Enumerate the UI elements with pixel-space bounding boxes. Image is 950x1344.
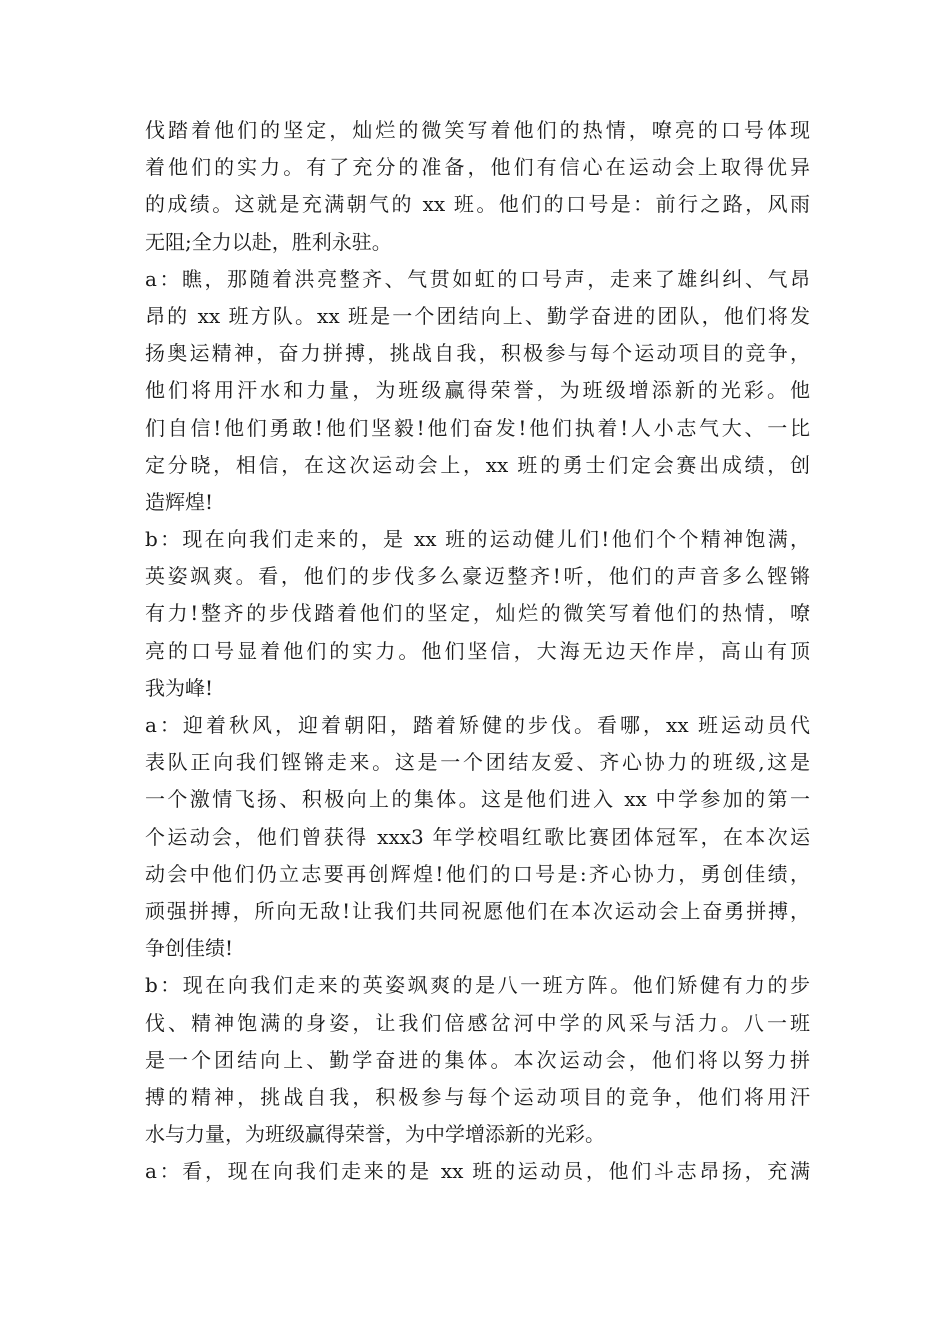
text-line: a：瞧，那随着洪亮整齐、气贯如虹的口号声，走来了雄纠纠、气昂 [145, 266, 810, 291]
text-line: 表队正向我们铿锵走来。这是一个团结友爱、齐心协力的班级,这是 [145, 750, 810, 775]
text-line: 亮的口号显着他们的实力。他们坚信，大海无边天作岸，高山有顶 [145, 638, 810, 663]
text-line: 个运动会，他们曾获得 xxx3 年学校唱红歌比赛团体冠军，在本次运 [145, 824, 810, 849]
text-line: 有力!整齐的步伐踏着他们的坚定，灿烂的微笑写着他们的热情，嘹 [145, 601, 810, 626]
text-line: b：现在向我们走来的英姿飒爽的是八一班方阵。他们矫健有力的步 [145, 973, 810, 998]
text-line: 们自信!他们勇敢!他们坚毅!他们奋发!他们执着!人小志气大、一比 [145, 415, 810, 440]
text-line: 定分晓，相信，在这次运动会上，xx 班的勇士们定会赛出成绩，创 [145, 452, 810, 477]
document-body [145, 112, 810, 1190]
text-line: b：现在向我们走来的，是 xx 班的运动健儿们!他们个个精神饱满， [145, 527, 810, 552]
text-line: 伐、精神饱满的身姿，让我们倍感岔河中学的风采与活力。八一班 [145, 1010, 810, 1035]
text-line: 无阻;全力以赴，胜利永驻。 [145, 229, 392, 254]
text-line: 顽强拼搏，所向无敌!让我们共同祝愿他们在本次运动会上奋勇拼搏， [145, 898, 810, 923]
text-line: 扬奥运精神，奋力拼搏，挑战自我，积极参与每个运动项目的竞争， [145, 341, 810, 366]
text-line: 搏的精神，挑战自我，积极参与每个运动项目的竞争，他们将用汗 [145, 1084, 810, 1109]
text-line: 水与力量，为班级赢得荣誉，为中学增添新的光彩。 [145, 1122, 605, 1147]
text-line: 动会中他们仍立志要再创辉煌!他们的口号是:齐心协力，勇创佳绩， [145, 861, 810, 886]
text-line: 造辉煌! [145, 489, 214, 514]
text-line: 是一个团结向上、勤学奋进的集体。本次运动会，他们将以努力拼 [145, 1047, 810, 1072]
text-line: 争创佳绩! [145, 936, 234, 961]
text-line: 昂的 xx 班方队。xx 班是一个团结向上、勤学奋进的团队，他们将发 [145, 303, 810, 328]
text-line: 的成绩。这就是充满朝气的 xx 班。他们的口号是：前行之路，风雨 [145, 192, 810, 217]
text-line: 我为峰! [145, 675, 214, 700]
text-line: a：看，现在向我们走来的是 xx 班的运动员，他们斗志昂扬，充满 [145, 1159, 810, 1184]
text-line: 着他们的实力。有了充分的准备，他们有信心在运动会上取得优异 [145, 155, 810, 180]
text-line: 一个激情飞扬、积极向上的集体。这是他们进入 xx 中学参加的第一 [145, 787, 810, 812]
text-line: 英姿飒爽。看，他们的步伐多么豪迈整齐!听，他们的声音多么铿锵 [145, 564, 810, 589]
text-line: 他们将用汗水和力量，为班级赢得荣誉，为班级增添新的光彩。他 [145, 378, 810, 403]
text-line: 伐踏着他们的坚定，灿烂的微笑写着他们的热情，嘹亮的口号体现 [145, 118, 810, 142]
text-line: a：迎着秋风，迎着朝阳，踏着矫健的步伐。看哪，xx 班运动员代 [145, 713, 810, 737]
